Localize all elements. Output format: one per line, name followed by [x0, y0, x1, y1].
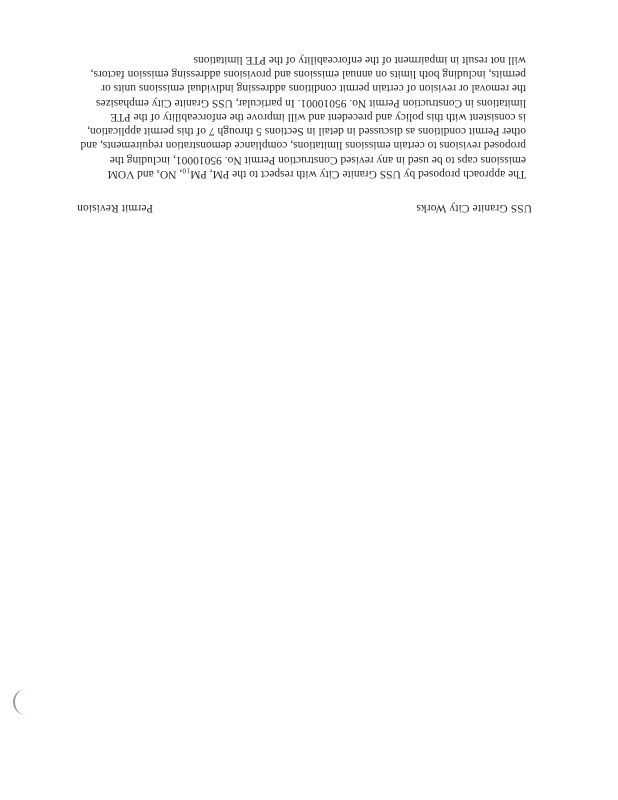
header-facility-name: USS Granite City Works	[416, 202, 532, 214]
paragraph-line: will not result in impairment of the enforceability of the PTE limitations	[193, 53, 526, 66]
paragraph-line: permits, including both limits on annual emissions and provisions addressing emission factors,	[90, 67, 526, 80]
paragraph-line: limitations in Construction Permit No. 95010001. In particular, USS Granite City emphasizes	[95, 96, 526, 109]
paragraph-line: emissions caps to be used in any revised Construction Permit No. 95010001, including the	[109, 153, 526, 166]
paragraph-line: the removal or revision of certain permit conditions addressing individual emissions units or	[101, 82, 526, 95]
paragraph-line: is consistent with this policy and precedent and will improve the enforceability of the PTE	[110, 110, 526, 123]
body-paragraph	[66, 52, 526, 181]
paragraph-line: proposed revisions to certain emissions limitations, compliance demonstration requirements, and	[80, 139, 526, 152]
page-header	[77, 202, 532, 214]
paragraph-line: The approach proposed by USS Granite City with respect to the PM, PM₁₀, NOₓ and VOM	[107, 168, 526, 180]
header-document-type: Permit Revision	[77, 202, 153, 214]
scan-corner-mark	[13, 689, 33, 715]
paragraph-line: other Permit conditions as discussed in detail in Sections 5 through 7 of this permit application,	[87, 125, 526, 138]
